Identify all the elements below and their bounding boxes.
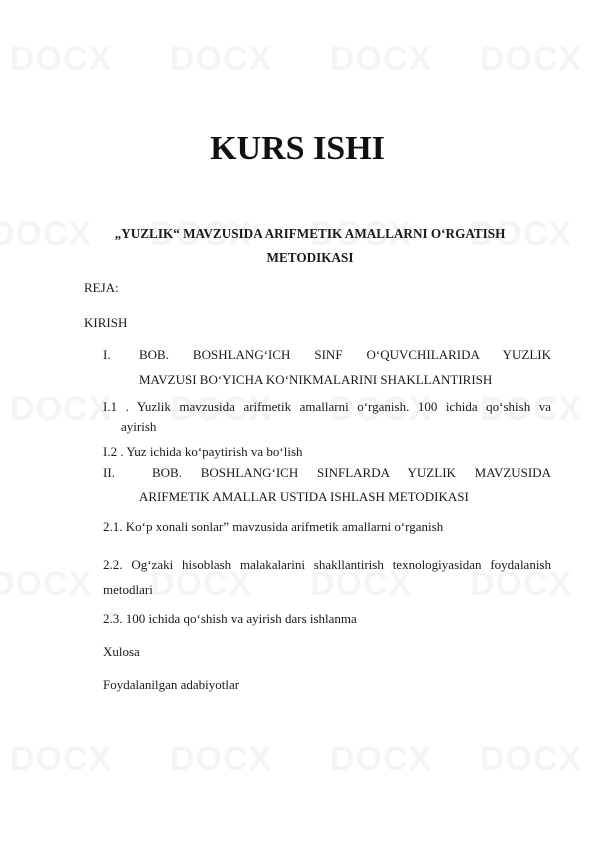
- watermark-text: [0, 215, 92, 254]
- kirish-item: KIRISH: [84, 315, 128, 330]
- section-line: 2.2. Og‘zaki hisoblash malakalarini shakllantirish texnologiyasidan foydalanish: [103, 557, 551, 572]
- watermark-text: [0, 565, 92, 604]
- toc-conclusion: Xulosa: [103, 644, 140, 659]
- section-line: metodlari: [103, 582, 153, 597]
- subtitle-line: METODIKASI: [266, 250, 354, 265]
- toc-section-2-1: 2.1. Ko‘p xonali sonlar” mavzusida arifmetik amallarni o‘rganish: [103, 519, 444, 534]
- watermark-text: [330, 740, 432, 779]
- watermark-text: [10, 40, 112, 79]
- toc-references: Foydalanilgan adabiyotlar: [103, 677, 240, 692]
- chapter-title-line: BOB. BOSHLANG‘ICH SINFLARDA YUZLIK MAVZUSIDA: [152, 465, 551, 480]
- watermark-text: [170, 740, 272, 779]
- chapter-number: II.: [103, 465, 115, 480]
- watermark-text: [330, 40, 432, 79]
- chapter-title-line: MAVZUSI BO‘YICHA KO‘NIKMALARINI SHAKLLANTIRISH: [139, 372, 493, 387]
- watermark-text: [480, 740, 582, 779]
- document-subtitle: [100, 222, 520, 270]
- section-line: ayirish: [121, 419, 157, 434]
- watermark-text: [10, 740, 112, 779]
- subtitle-line: „YUZLIK“ MAVZUSIDA ARIFMETIK AMALLARNI O‘RGATISH: [114, 226, 506, 241]
- toc-section-2-3: 2.3. 100 ichida qo‘shish va ayirish dars ishlanma: [103, 611, 357, 626]
- watermark-text: [10, 390, 112, 429]
- document-title: KURS ISHI: [210, 130, 385, 167]
- watermark-text: [480, 40, 582, 79]
- chapter-number: I.: [103, 347, 111, 362]
- watermark-text: [170, 40, 272, 79]
- toc-section-1-2: I.2 . Yuz ichida ko‘paytirish va bo‘lish: [103, 444, 303, 459]
- section-line: I.1 . Yuzlik mavzusida arifmetik amallarni o‘rganish. 100 ichida qo‘shish va: [103, 399, 551, 414]
- reja-heading: REJA:: [84, 280, 119, 295]
- chapter-title-line: ARIFMETIK AMALLAR USTIDA ISHLASH METODIKASI: [139, 489, 469, 504]
- chapter-title-line: BOB. BOSHLANG‘ICH SINF O‘QUVCHILARIDA YUZLIK: [139, 347, 551, 362]
